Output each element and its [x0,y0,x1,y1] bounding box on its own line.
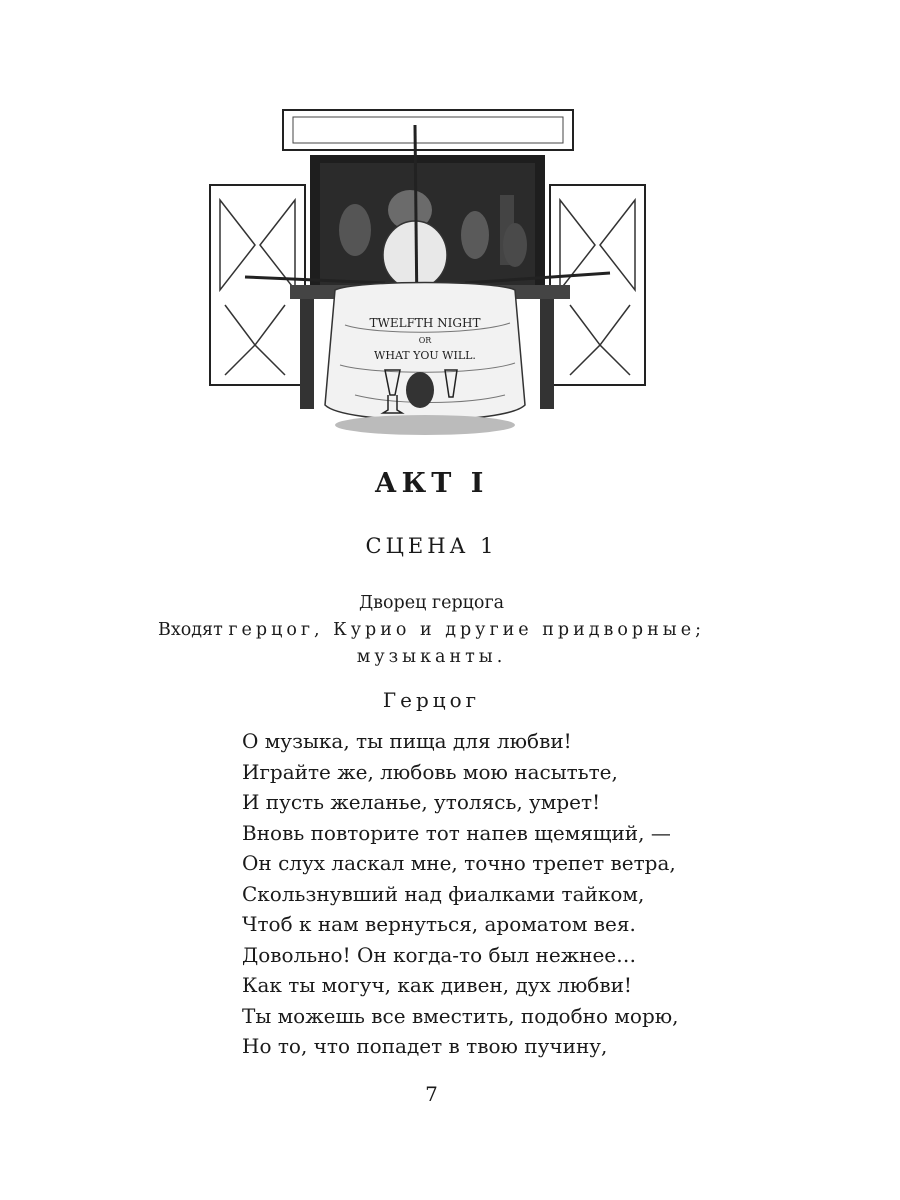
stage-enter-musicians: музыканты. [356,647,507,667]
verse-line: Чтоб к нам вернуться, ароматом вея. [242,912,636,936]
stage-enter-characters: герцог, Курио и другие придворные; [228,620,705,640]
banner-line-1: TWELFTH NIGHT [369,316,481,330]
stage-directions [0,590,863,671]
act-heading: АКТ I [374,468,489,499]
verse-line: О музыка, ты пища для любви! [242,729,572,753]
verse-line: Скользнувший над фиалками тайком, [242,881,645,906]
verse-block [242,726,802,1062]
stage-entrance [0,617,863,644]
verse-line: Довольно! Он когда-то был нежнее… [242,942,637,967]
speaker-name: Герцог [382,688,481,712]
page-number: 7 [425,1082,438,1106]
stage-enter-word: Входят [158,620,223,640]
verse-line: Вновь повторите тот напев щемящий, — [242,820,671,845]
engraving-illustration [205,105,650,445]
verse-line: Играйте же, любовь мою насытьте, [242,759,618,784]
verse-line: И пусть желанье, утолясь, умрет! [242,790,601,814]
banner-line-3: WHAT YOU WILL. [374,349,476,362]
verse-line: Как ты могуч, как дивен, дух любви! [242,973,632,997]
verse-line: Он слух ласкал мне, точно трепет ветра, [242,851,676,875]
verse-line: Но то, что попадет в твою пучину, [242,1034,608,1058]
banner-line-2: OR [418,336,432,345]
stage-location: Дворец герцога [358,593,505,613]
verse-line: Ты можешь все вместить, подобно морю, [242,1003,679,1028]
scene-heading: СЦЕНА 1 [365,534,498,558]
